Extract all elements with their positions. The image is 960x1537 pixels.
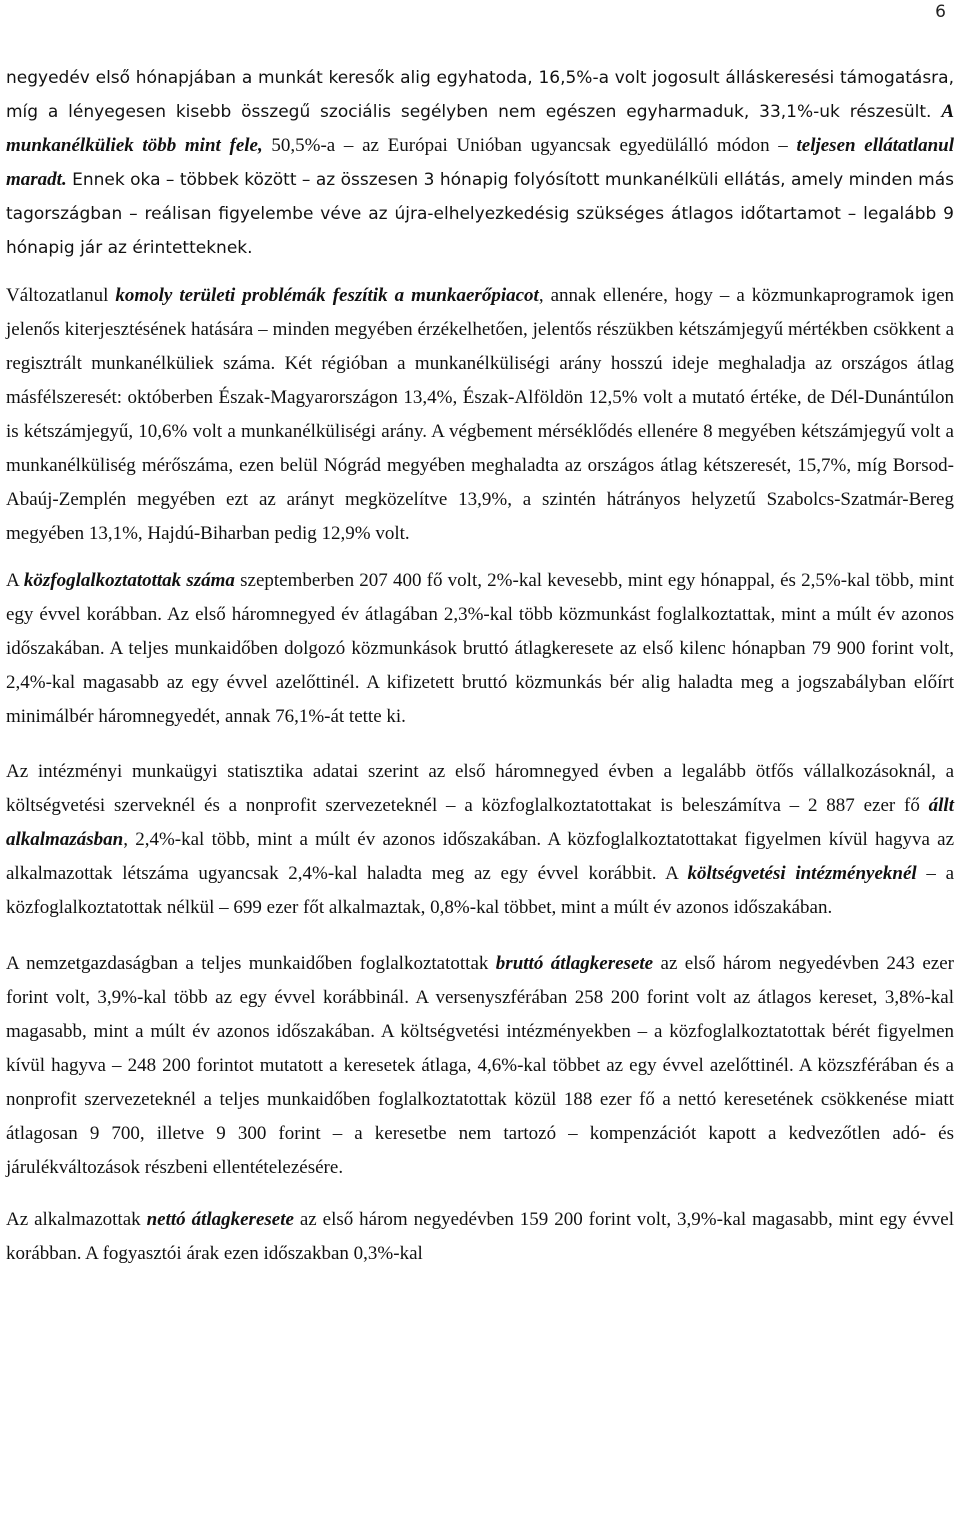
page-number: 6 xyxy=(935,2,946,22)
highlight-text: nettó átlagkeresete xyxy=(146,1209,294,1230)
highlight-text: A munkanélküliek több mint fele, xyxy=(6,101,954,156)
text-run: Változatlanul xyxy=(6,285,116,306)
text-run: , annak ellenére, hogy – a közmunkaprogramok igen jelenős kiterjesztésének hatására – minden megyében érzékelhetően, jelentős részükben kétszámjegyű mértékben csökkent a regisztrált munkanélküliek száma. Két régióban a munkanélküliségi arány hosszú ideje meghaladja az országos átlag másfélszeresét: októberben Észak-Magyarországon 13,4%, Észak-Alföldön 12,5% volt a mutató értéke, de Dél-Dunántúlon is kétszámjegyű, 10,6% volt a munkanélküliségi arány. A végbement mérséklődés ellenére 8 megyében kétszámjegyű volt a munkanélküliség mérőszáma, ezen belül Nógrád megyében meghaladta az országos átlag kétszeresét, 15,7%, míg Borsod-Abaúj-Zemplén megyében ezt az arányt megközelítve 13,9%, a szintén hátrányos helyzetű Szabolcs-Szatmár-Bereg megyében 13,1%, Hajdú-Biharban pedig 12,9% volt. xyxy=(6,285,955,544)
text-run: negyedév első hónapjában a munkát keresők alig egyhatoda, 16,5%-a volt jogosult álláskeresési támogatásra, míg a lényegesen kisebb összegű szociális segélyben nem egészen egyharmaduk, 33,1%-uk részesült. xyxy=(6,68,954,122)
text-run: Az alkalmazottak xyxy=(6,1209,147,1230)
text-run: A xyxy=(6,570,24,591)
text-run: , 2,4%-kal több, mint a múlt év azonos időszakában. A közfoglalkoztatottakat figyelmen kívül hagyva az alkalmazottak létszáma ugyancsak 2,4%-kal haladta meg az egy évvel korábbit. A xyxy=(6,829,954,884)
paragraph-unemployment-benefits xyxy=(6,61,954,265)
text-run: az első három negyedévben 159 200 forint volt, 3,9%-kal magasabb, mint egy évvel korábban. A fogyasztói árak ezen időszakban 0,3%-kal xyxy=(6,1209,954,1264)
text-run: – a közfoglalkoztatottak nélkül – 699 ezer főt alkalmaztak, 0,8%-kal többet, mint a múlt év azonos időszakában. xyxy=(6,863,955,918)
text-run: szeptemberben 207 400 fő volt, 2%-kal kevesebb, mint egy hónappal, és 2,5%-kal több, mint egy évvel korábban. Az első háromnegyed év átlagában 2,3%-kal több közmunkást foglalkoztattak, mint a múlt év azonos időszakában. A teljes munkaidőben dolgozó közmunkások bruttó átlagkeresete az első kilenc hónapban 79 900 forint volt, 2,4%-kal magasabb az egy évvel azelőttinél. A kifizetett bruttó közmunkás bér alig haladta meg a jogszabályban előírt minimálbér háromnegyedét, annak 76,1%-át tette ki. xyxy=(6,570,954,727)
text-run: 50,5%-a – az Európai Unióban ugyancsak egyedülálló módon – xyxy=(262,135,797,156)
highlight-text: közfoglalkoztatottak száma xyxy=(23,570,235,591)
highlight-text: állt alkalmazásban xyxy=(6,795,954,850)
paragraph-employment-statistics xyxy=(6,755,954,925)
highlight-text: bruttó átlagkeresete xyxy=(495,953,654,974)
document-body xyxy=(6,61,954,1291)
highlight-text: költségvetési intézményeknél xyxy=(687,863,917,884)
highlight-text: komoly területi problémák feszítik a munkaerőpiacot xyxy=(115,285,539,306)
text-run: az első három negyedévben 243 ezer forint volt, 3,9%-kal több az egy évvel korábbinál. A versenyszférában 258 200 forint volt az átlagos kereset, 3,8%-kal magasabb, mint a múlt év azonos időszakában. A költségvetési intézményekben – a közfoglalkoztatottak bérét figyelmen kívül hagyva – 248 200 forintot mutatott a keresetek átlaga, 4,6%-kal többet az egy évvel azelőttinél. A közszférában és a nonprofit szervezeteknél a teljes munkaidőben foglalkoztatottak közül 188 ezer fő a nettó keresetének csökkenése miatt átlagosan 9 700, illetve 9 300 forint – a keresetbe nem tartozó – kompenzációt kapott a kedvezőtlen adó- és járulékváltozások részbeni ellentételezésére. xyxy=(6,953,954,1178)
paragraph-net-earnings xyxy=(6,1203,954,1271)
paragraph-public-workers xyxy=(6,564,954,734)
paragraph-regional-problems xyxy=(6,279,954,551)
text-run: Az intézményi munkaügyi statisztika adatai szerint az első háromnegyed évben a legalább ötfős vállalkozásoknál, a költségvetési szerveknél és a nonprofit szervezeteknél – a közfoglalkoztatottakat is beleszámítva – 2 887 ezer fő xyxy=(6,761,954,816)
highlight-text: teljesen ellátatlanul maradt. xyxy=(6,135,955,190)
text-run: A nemzetgazdaságban a teljes munkaidőben foglalkoztatottak xyxy=(6,953,496,974)
paragraph-gross-earnings xyxy=(6,947,954,1185)
text-run: Ennek oka – többek között – az összesen 3 hónapig folyósított munkanélküli ellátás, amely minden más tagországban – reálisan figyelembe véve az újra-elhelyezkedésig szükséges átlagos időtartamot – legalább 9 hónapig jár az érintetteknek. xyxy=(6,170,954,258)
